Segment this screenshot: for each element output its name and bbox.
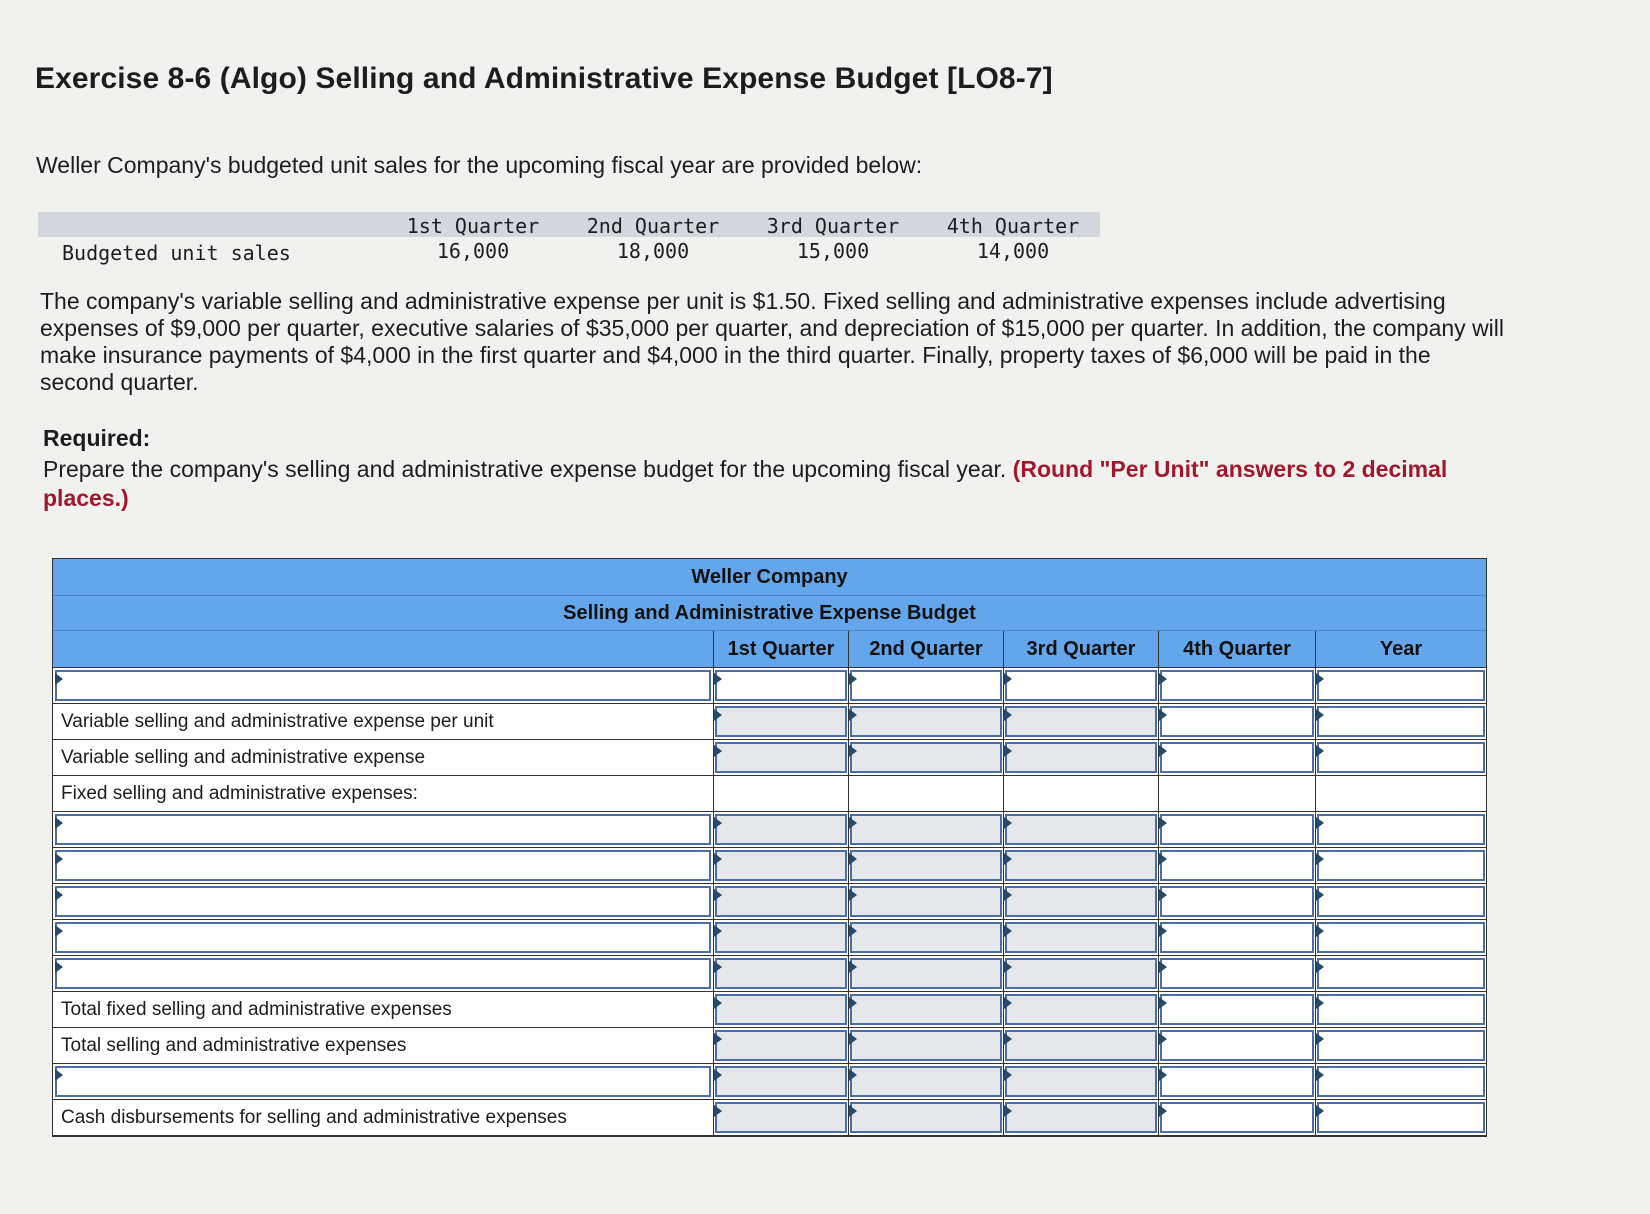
input-marker-icon — [849, 745, 857, 757]
dropdown-arrow-icon — [55, 1069, 63, 1081]
budget-cell-2nd-quarter[interactable] — [849, 884, 1004, 919]
unit-sales-row — [38, 237, 1100, 267]
input-marker-icon — [1004, 961, 1012, 973]
row-label-text: Total fixed selling and administrative expenses — [61, 999, 452, 1020]
answer-input[interactable] — [850, 850, 1002, 881]
input-marker-icon — [1004, 745, 1012, 757]
header-q3: 3rd Quarter — [766, 214, 900, 238]
input-marker-icon — [849, 961, 857, 973]
budget-row — [53, 668, 1486, 704]
budget-header — [53, 559, 1486, 668]
input-marker-icon — [714, 1069, 722, 1081]
input-marker-icon — [1159, 925, 1167, 937]
answer-input[interactable] — [850, 958, 1002, 989]
dropdown-arrow-icon — [55, 889, 63, 901]
row-label-text: Total selling and administrative expenses — [61, 1035, 407, 1056]
answer-input[interactable] — [1317, 706, 1485, 737]
budget-cell-1st-quarter[interactable] — [714, 740, 849, 775]
answer-input[interactable] — [1005, 706, 1157, 737]
budget-title: Selling and Administrative Expense Budget — [53, 596, 1486, 631]
budget-cell-4th-quarter[interactable] — [1159, 704, 1316, 739]
budget-cell-1st-quarter[interactable] — [714, 920, 849, 955]
answer-input[interactable] — [1160, 922, 1314, 953]
input-marker-icon — [714, 1105, 722, 1117]
row-label-dropdown[interactable] — [53, 812, 714, 847]
budget-cell-4th-quarter[interactable] — [1159, 668, 1316, 703]
answer-input[interactable] — [1005, 742, 1157, 773]
input-marker-icon — [1004, 1033, 1012, 1045]
budget-cell-4th-quarter[interactable] — [1159, 920, 1316, 955]
answer-input[interactable] — [850, 922, 1002, 953]
answer-input[interactable] — [715, 742, 847, 773]
answer-input[interactable] — [1160, 706, 1314, 737]
label-select-box[interactable] — [55, 958, 711, 989]
budget-row — [53, 1064, 1486, 1100]
budget-cell-1st-quarter[interactable] — [714, 884, 849, 919]
input-marker-icon — [1316, 709, 1324, 721]
row-label-dropdown[interactable] — [53, 884, 714, 919]
header-q2: 2nd Quarter — [586, 214, 720, 238]
budget-cell-3rd-quarter[interactable] — [1004, 740, 1159, 775]
row-label — [53, 1100, 714, 1135]
input-marker-icon — [849, 1033, 857, 1045]
budget-row — [53, 1100, 1486, 1136]
dropdown-arrow-icon — [55, 673, 63, 685]
budget-cell-3rd-quarter[interactable] — [1004, 704, 1159, 739]
required-heading: Required: — [43, 425, 151, 451]
answer-input[interactable] — [1160, 814, 1314, 845]
input-marker-icon — [849, 709, 857, 721]
input-marker-icon — [1159, 1105, 1167, 1117]
row-label-text: Variable selling and administrative expense per unit — [61, 711, 494, 732]
unit-sales-table — [38, 212, 1100, 267]
input-marker-icon — [1159, 961, 1167, 973]
budget-cell-2nd-quarter[interactable] — [849, 812, 1004, 847]
input-marker-icon — [1316, 997, 1324, 1009]
header-q1: 1st Quarter — [406, 214, 540, 238]
row-label-text: Cash disbursements for selling and administrative expenses — [61, 1107, 567, 1128]
budget-cell-1st-quarter[interactable] — [714, 1028, 849, 1063]
budget-table — [52, 558, 1487, 1137]
budget-cell-3rd-quarter[interactable] — [1004, 956, 1159, 991]
budget-cell-1st-quarter[interactable] — [714, 1064, 849, 1099]
row-label-dropdown[interactable] — [53, 1064, 714, 1099]
input-marker-icon — [1004, 817, 1012, 829]
budget-cell-year[interactable] — [1316, 884, 1486, 919]
col-q1: 1st Quarter — [713, 631, 848, 667]
budget-cell-year[interactable] — [1316, 1100, 1486, 1135]
answer-input[interactable] — [1160, 1030, 1314, 1061]
dropdown-arrow-icon — [55, 925, 63, 937]
input-marker-icon — [1004, 1105, 1012, 1117]
sales-q2: 18,000 — [616, 239, 690, 263]
input-marker-icon — [1316, 853, 1324, 865]
input-marker-icon — [714, 925, 722, 937]
budget-column-headers — [53, 631, 1486, 668]
input-marker-icon — [1004, 673, 1012, 685]
input-marker-icon — [1159, 853, 1167, 865]
budget-cell-4th-quarter[interactable] — [1159, 740, 1316, 775]
budget-row — [53, 704, 1486, 740]
input-marker-icon — [849, 997, 857, 1009]
budget-cell-2nd-quarter[interactable] — [849, 668, 1004, 703]
label-select-box[interactable] — [55, 670, 711, 701]
input-marker-icon — [1316, 1069, 1324, 1081]
budget-cell-2nd-quarter[interactable] — [849, 848, 1004, 883]
input-marker-icon — [714, 745, 722, 757]
rounding-note: (Round "Per Unit" answers to 2 decimal places.) — [43, 456, 1448, 511]
answer-input[interactable] — [1005, 958, 1157, 989]
budget-cell-1st-quarter[interactable] — [714, 992, 849, 1027]
answer-input[interactable] — [715, 922, 847, 953]
answer-input[interactable] — [1160, 1102, 1314, 1133]
input-marker-icon — [1316, 925, 1324, 937]
col-q2: 2nd Quarter — [848, 631, 1003, 667]
budget-cell-year[interactable] — [1316, 740, 1486, 775]
budget-cell-3rd-quarter[interactable] — [1004, 920, 1159, 955]
answer-input[interactable] — [1317, 742, 1485, 773]
row-label — [53, 776, 714, 811]
input-marker-icon — [1004, 925, 1012, 937]
budget-cell-2nd-quarter[interactable] — [849, 1028, 1004, 1063]
input-marker-icon — [714, 997, 722, 1009]
budget-cell-3rd-quarter[interactable] — [1004, 884, 1159, 919]
budget-cell-2nd-quarter[interactable] — [849, 1064, 1004, 1099]
input-marker-icon — [1159, 997, 1167, 1009]
answer-input[interactable] — [1317, 1102, 1485, 1133]
label-select-box[interactable] — [55, 1066, 711, 1097]
input-marker-icon — [1316, 745, 1324, 757]
answer-input[interactable] — [1005, 886, 1157, 917]
header-blank — [53, 631, 713, 667]
answer-input[interactable] — [1160, 958, 1314, 989]
answer-input[interactable] — [1160, 886, 1314, 917]
answer-input[interactable] — [715, 814, 847, 845]
budget-row — [53, 1028, 1486, 1064]
budget-rows — [53, 668, 1486, 1136]
budget-cell-4th-quarter — [1159, 776, 1316, 811]
budget-cell-1st-quarter — [714, 776, 849, 811]
col-q3: 3rd Quarter — [1003, 631, 1158, 667]
input-marker-icon — [1159, 889, 1167, 901]
required-text — [43, 455, 1483, 513]
budget-cell-3rd-quarter[interactable] — [1004, 992, 1159, 1027]
problem-paragraph: The company's variable selling and administrative expense per unit is $1.50. Fixed selling and administrative expenses include advertising expenses of $9,000 per quarter, executive salaries of $35,000 per quarter, and depreciation of $15,000 per quarter. In addition, the company will make insurance payments of $4,000 in the first quarter and $4,000 in the third quarter. Finally, property taxes of $6,000 will be paid in the second quarter. — [40, 288, 1505, 395]
answer-input[interactable] — [1005, 850, 1157, 881]
budget-cell-3rd-quarter[interactable] — [1004, 1100, 1159, 1135]
budget-cell-year[interactable] — [1316, 668, 1486, 703]
input-marker-icon — [1316, 673, 1324, 685]
answer-input[interactable] — [850, 886, 1002, 917]
answer-input[interactable] — [1317, 958, 1485, 989]
answer-input[interactable] — [850, 994, 1002, 1025]
input-marker-icon — [849, 817, 857, 829]
row-label — [53, 740, 714, 775]
row-label-text: Variable selling and administrative expense — [61, 747, 426, 768]
sales-q3: 15,000 — [796, 239, 870, 263]
budget-cell-4th-quarter[interactable] — [1159, 1064, 1316, 1099]
dropdown-arrow-icon — [55, 961, 63, 973]
header-q4: 4th Quarter — [946, 214, 1080, 238]
budget-cell-year[interactable] — [1316, 992, 1486, 1027]
budget-cell-1st-quarter[interactable] — [714, 704, 849, 739]
budget-row — [53, 884, 1486, 920]
input-marker-icon — [849, 853, 857, 865]
input-marker-icon — [714, 961, 722, 973]
input-marker-icon — [1159, 745, 1167, 757]
label-select-box[interactable] — [55, 814, 711, 845]
budget-cell-3rd-quarter[interactable] — [1004, 848, 1159, 883]
answer-input[interactable] — [1160, 742, 1314, 773]
input-marker-icon — [714, 853, 722, 865]
budget-cell-1st-quarter[interactable] — [714, 848, 849, 883]
budget-cell-2nd-quarter[interactable] — [849, 920, 1004, 955]
input-marker-icon — [849, 1069, 857, 1081]
budget-cell-3rd-quarter — [1004, 776, 1159, 811]
col-q4: 4th Quarter — [1158, 631, 1315, 667]
answer-input[interactable] — [715, 1066, 847, 1097]
label-select-box[interactable] — [55, 850, 711, 881]
budget-cell-1st-quarter[interactable] — [714, 1100, 849, 1135]
input-marker-icon — [714, 1033, 722, 1045]
budget-cell-2nd-quarter[interactable] — [849, 956, 1004, 991]
budget-cell-3rd-quarter[interactable] — [1004, 668, 1159, 703]
answer-input[interactable] — [1317, 850, 1485, 881]
budget-cell-year[interactable] — [1316, 848, 1486, 883]
input-marker-icon — [1159, 1069, 1167, 1081]
answer-input[interactable] — [715, 1030, 847, 1061]
input-marker-icon — [849, 1105, 857, 1117]
budget-cell-2nd-quarter — [849, 776, 1004, 811]
row-label-dropdown[interactable] — [53, 848, 714, 883]
row-label — [53, 704, 714, 739]
answer-input[interactable] — [1005, 922, 1157, 953]
dropdown-arrow-icon — [55, 853, 63, 865]
unit-sales-label: Budgeted unit sales — [62, 241, 291, 265]
answer-input[interactable] — [1317, 886, 1485, 917]
budget-cell-year[interactable] — [1316, 1064, 1486, 1099]
answer-input[interactable] — [1005, 814, 1157, 845]
answer-input[interactable] — [1317, 922, 1485, 953]
row-label-dropdown[interactable] — [53, 920, 714, 955]
sales-q1: 16,000 — [436, 239, 510, 263]
input-marker-icon — [849, 673, 857, 685]
budget-row — [53, 992, 1486, 1028]
answer-input[interactable] — [850, 1066, 1002, 1097]
budget-cell-4th-quarter[interactable] — [1159, 812, 1316, 847]
budget-cell-year[interactable] — [1316, 956, 1486, 991]
input-marker-icon — [1159, 673, 1167, 685]
budget-cell-4th-quarter[interactable] — [1159, 956, 1316, 991]
answer-input[interactable] — [1317, 814, 1485, 845]
input-marker-icon — [849, 925, 857, 937]
intro-text: Weller Company's budgeted unit sales for the upcoming fiscal year are provided below: — [36, 152, 923, 178]
answer-input[interactable] — [850, 670, 1002, 701]
input-marker-icon — [714, 709, 722, 721]
budget-cell-2nd-quarter[interactable] — [849, 992, 1004, 1027]
input-marker-icon — [1159, 817, 1167, 829]
input-marker-icon — [849, 889, 857, 901]
answer-input[interactable] — [1317, 1030, 1485, 1061]
budget-cell-3rd-quarter[interactable] — [1004, 1028, 1159, 1063]
input-marker-icon — [1004, 709, 1012, 721]
row-label-text: Fixed selling and administrative expenses: — [61, 783, 418, 804]
budget-cell-year[interactable] — [1316, 812, 1486, 847]
budget-row — [53, 956, 1486, 992]
input-marker-icon — [1316, 1033, 1324, 1045]
budget-cell-4th-quarter[interactable] — [1159, 992, 1316, 1027]
input-marker-icon — [1004, 1069, 1012, 1081]
answer-input[interactable] — [715, 850, 847, 881]
budget-cell-year[interactable] — [1316, 1028, 1486, 1063]
budget-cell-1st-quarter[interactable] — [714, 668, 849, 703]
answer-input[interactable] — [1160, 1066, 1314, 1097]
budget-row — [53, 740, 1486, 776]
answer-input[interactable] — [850, 1030, 1002, 1061]
budget-cell-year[interactable] — [1316, 704, 1486, 739]
answer-input[interactable] — [1317, 670, 1485, 701]
required-instruction: Prepare the company's selling and administrative expense budget for the upcoming fiscal year. — [43, 456, 1007, 482]
answer-input[interactable] — [1317, 994, 1485, 1025]
answer-input[interactable] — [1005, 670, 1157, 701]
answer-input[interactable] — [1005, 1030, 1157, 1061]
row-label — [53, 1028, 714, 1063]
answer-input[interactable] — [850, 1102, 1002, 1133]
budget-cell-2nd-quarter[interactable] — [849, 740, 1004, 775]
budget-cell-3rd-quarter[interactable] — [1004, 812, 1159, 847]
answer-input[interactable] — [715, 886, 847, 917]
input-marker-icon — [1316, 817, 1324, 829]
input-marker-icon — [714, 817, 722, 829]
budget-cell-year[interactable] — [1316, 920, 1486, 955]
budget-cell-2nd-quarter[interactable] — [849, 704, 1004, 739]
input-marker-icon — [1159, 1033, 1167, 1045]
budget-row — [53, 812, 1486, 848]
budget-row — [53, 848, 1486, 884]
answer-input[interactable] — [715, 1102, 847, 1133]
input-marker-icon — [1316, 1105, 1324, 1117]
answer-input[interactable] — [715, 670, 847, 701]
input-marker-icon — [1159, 709, 1167, 721]
unit-sales-header — [38, 212, 1100, 237]
answer-input[interactable] — [715, 994, 847, 1025]
budget-cell-4th-quarter[interactable] — [1159, 848, 1316, 883]
budget-row — [53, 776, 1486, 812]
budget-cell-2nd-quarter[interactable] — [849, 1100, 1004, 1135]
input-marker-icon — [1316, 961, 1324, 973]
budget-cell-1st-quarter[interactable] — [714, 812, 849, 847]
budget-cell-4th-quarter[interactable] — [1159, 1100, 1316, 1135]
input-marker-icon — [714, 673, 722, 685]
row-label-dropdown[interactable] — [53, 956, 714, 991]
label-select-box[interactable] — [55, 886, 711, 917]
budget-company-name: Weller Company — [53, 559, 1486, 596]
sales-q4: 14,000 — [976, 239, 1050, 263]
answer-input[interactable] — [1317, 1066, 1485, 1097]
col-year: Year — [1315, 631, 1486, 667]
answer-input[interactable] — [1160, 994, 1314, 1025]
answer-input[interactable] — [850, 706, 1002, 737]
input-marker-icon — [1004, 853, 1012, 865]
answer-input[interactable] — [1005, 994, 1157, 1025]
exercise-title: Exercise 8-6 (Algo) Selling and Administrative Expense Budget [LO8-7] — [35, 62, 1053, 95]
answer-input[interactable] — [850, 742, 1002, 773]
answer-input[interactable] — [1160, 850, 1314, 881]
budget-cell-year — [1316, 776, 1486, 811]
budget-row — [53, 920, 1486, 956]
input-marker-icon — [1316, 889, 1324, 901]
answer-input[interactable] — [1005, 1066, 1157, 1097]
row-label — [53, 992, 714, 1027]
dropdown-arrow-icon — [55, 817, 63, 829]
input-marker-icon — [714, 889, 722, 901]
input-marker-icon — [1004, 997, 1012, 1009]
answer-input[interactable] — [715, 958, 847, 989]
answer-input[interactable] — [850, 814, 1002, 845]
answer-input[interactable] — [1005, 1102, 1157, 1133]
row-label-dropdown[interactable] — [53, 668, 714, 703]
answer-input[interactable] — [1160, 670, 1314, 701]
budget-cell-3rd-quarter[interactable] — [1004, 1064, 1159, 1099]
budget-cell-4th-quarter[interactable] — [1159, 884, 1316, 919]
answer-input[interactable] — [715, 706, 847, 737]
budget-cell-4th-quarter[interactable] — [1159, 1028, 1316, 1063]
input-marker-icon — [1004, 889, 1012, 901]
label-select-box[interactable] — [55, 922, 711, 953]
budget-cell-1st-quarter[interactable] — [714, 956, 849, 991]
